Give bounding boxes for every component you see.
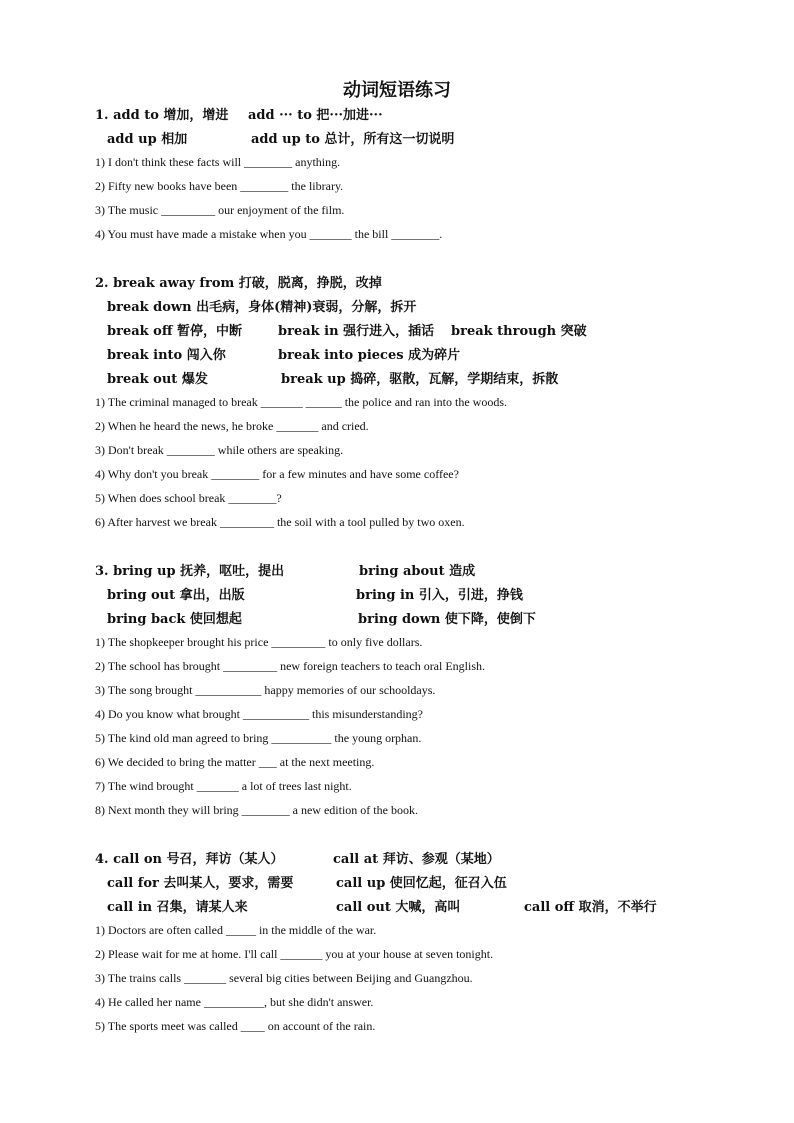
phrase-entry: call for 去叫某人，要求，需要	[107, 876, 294, 891]
question: 2) The school has brought _________ new foreign teachers to teach oral English.	[95, 659, 486, 673]
heading-line	[95, 558, 765, 582]
question: 3) The music _________ our enjoyment of the film.	[95, 203, 345, 217]
question: 3) Don't break ________ while others are speaking.	[95, 443, 344, 457]
phrase-entry: add up 相加	[107, 132, 188, 147]
phrase-entry: break into pieces 成为碎片	[278, 348, 461, 363]
phrase-entry: break into 闯入你	[107, 348, 226, 363]
heading-line	[95, 582, 765, 606]
heading-line	[95, 606, 765, 630]
phrase-entry: add up to 总计，所有这一切说明	[251, 132, 455, 147]
section-break	[95, 270, 765, 534]
phrase-entry: bring down 使下降，使倒下	[358, 612, 536, 627]
question: 2) Fifty new books have been ________ the library.	[95, 179, 344, 193]
question: 4) Why don't you break ________ for a few minutes and have some coffee?	[95, 467, 459, 481]
phrase-entry: bring in 引入，引进，挣钱	[356, 588, 523, 603]
question: 1) The criminal managed to break _______ ______ the police and ran into the woods.	[95, 395, 508, 409]
phrase-entry: bring out 拿出，出版	[107, 588, 245, 603]
question: 6) We decided to bring the matter ___ at the next meeting.	[95, 755, 375, 769]
heading-line	[95, 894, 765, 918]
phrase-entry: break off 暂停，中断	[107, 324, 243, 339]
question: 1) The shopkeeper brought his price _________ to only five dollars.	[95, 635, 423, 649]
heading-line	[95, 270, 765, 294]
phrase-entry: call out 大喊，高叫	[336, 900, 461, 915]
question: 8) Next month they will bring ________ a new edition of the book.	[95, 803, 418, 817]
question: 4) Do you know what brought ___________ this misunderstanding?	[95, 707, 423, 721]
phrase-entry: 3. bring up 抚养，呕吐，提出	[95, 564, 285, 579]
question: 5) When does school break ________?	[95, 491, 282, 505]
heading-line	[95, 870, 765, 894]
question: 1) I don't think these facts will ________ anything.	[95, 155, 341, 169]
phrase-entry: bring back 使回想起	[107, 612, 242, 627]
section-call	[95, 846, 765, 1038]
phrase-entry: bring about 造成	[359, 564, 476, 579]
phrase-entry: call at 拜访、参观（某地）	[333, 852, 500, 867]
question: 5) The sports meet was called ____ on account of the rain.	[95, 1019, 376, 1033]
question: 5) The kind old man agreed to bring __________ the young orphan.	[95, 731, 422, 745]
question: 7) The wind brought _______ a lot of trees last night.	[95, 779, 352, 793]
phrase-entry: break out 爆发	[107, 372, 208, 387]
section-bring	[95, 558, 765, 822]
question: 4) You must have made a mistake when you _______ the bill ________.	[95, 227, 443, 241]
heading-line	[95, 294, 765, 318]
question: 2) When he heard the news, he broke _______ and cried.	[95, 419, 369, 433]
phrase-entry: break down 出毛病，身体(精神)衰弱，分解，拆开	[107, 300, 417, 315]
heading-line	[95, 846, 765, 870]
heading-line	[95, 342, 765, 366]
question: 1) Doctors are often called _____ in the middle of the war.	[95, 923, 377, 937]
phrase-entry: break up 捣碎，驱散，瓦解，学期结束，拆散	[281, 372, 559, 387]
phrase-entry: 1. add to 增加，增进	[95, 108, 229, 123]
question: 4) He called her name __________, but she didn't answer.	[95, 995, 374, 1009]
heading-line	[95, 318, 765, 342]
question: 3) The song brought ___________ happy memories of our schooldays.	[95, 683, 436, 697]
section-add	[95, 102, 765, 246]
phrase-entry: 4. call on 号召，拜访（某人）	[95, 852, 284, 867]
question: 2) Please wait for me at home. I'll call _______ you at your house at seven tonight.	[95, 947, 494, 961]
question: 6) After harvest we break _________ the soil with a tool pulled by two oxen.	[95, 515, 465, 529]
phrase-entry: add ··· to 把···加进···	[248, 108, 383, 123]
question: 3) The trains calls _______ several big cities between Beijing and Guangzhou.	[95, 971, 473, 985]
phrase-entry: 2. break away from 打破，脱离，挣脱，改掉	[95, 276, 382, 291]
heading-line	[95, 102, 765, 126]
phrase-entry: call up 使回忆起，征召入伍	[336, 876, 507, 891]
heading-line	[95, 126, 765, 150]
heading-line	[95, 366, 765, 390]
phrase-entry: call off 取消，不举行	[524, 900, 657, 915]
phrase-entry: break through 突破	[451, 324, 587, 339]
phrase-entry: break in 强行进入，插话	[278, 324, 435, 339]
phrase-entry: call in 召集，请某人来	[107, 900, 248, 915]
page-title: 动词短语练习	[343, 80, 451, 101]
